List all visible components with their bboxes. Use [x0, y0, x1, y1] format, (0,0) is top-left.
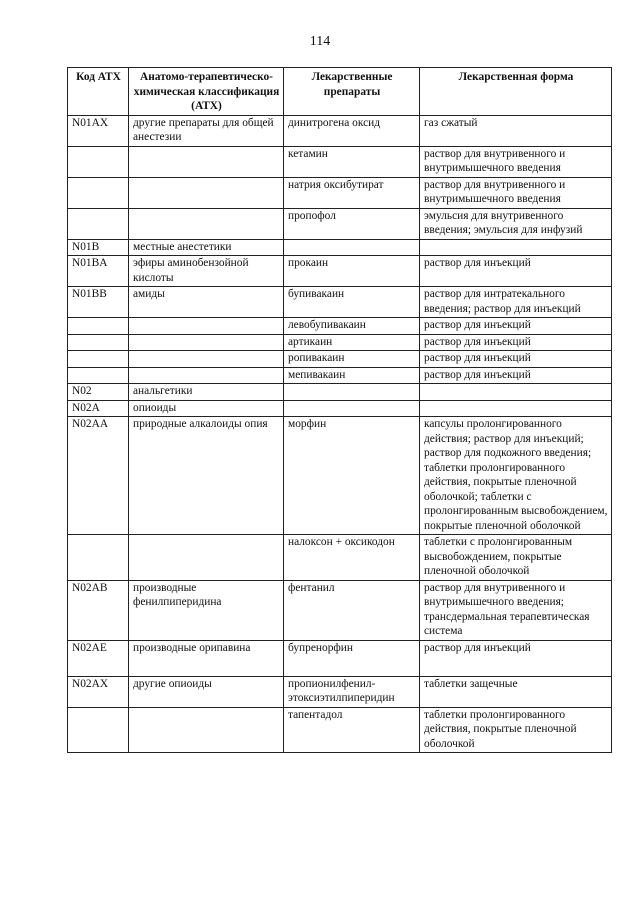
drug-name: ропивакаин	[284, 351, 420, 368]
drug-name: пропофол	[284, 208, 420, 239]
dosage-form: эмульсия для внутривенного введения; эмульсия для инфузий	[420, 208, 612, 239]
atx-group	[129, 177, 284, 208]
atx-code	[68, 707, 129, 753]
drug-name	[284, 384, 420, 401]
table-row	[68, 417, 612, 535]
dosage-form: раствор для внутривенного и внутримышечного введения	[420, 146, 612, 177]
atx-group: другие опиоиды	[129, 676, 284, 707]
atx-group	[129, 334, 284, 351]
atx-code	[68, 177, 129, 208]
atx-code: N01B	[68, 239, 129, 256]
atx-group: производные орипавина	[129, 640, 284, 676]
header-drug: Лекарственные препараты	[284, 68, 420, 116]
drug-name: бупивакаин	[284, 287, 420, 318]
dosage-form: раствор для интратекального введения; раствор для инъекций	[420, 287, 612, 318]
dosage-form: раствор для инъекций	[420, 256, 612, 287]
drug-name: кетамин	[284, 146, 420, 177]
header-group: Анатомо-терапевтическо-химическая классификация (АТХ)	[129, 68, 284, 116]
drug-name: прокаин	[284, 256, 420, 287]
drug-name	[284, 400, 420, 417]
atx-group	[129, 208, 284, 239]
drug-name: левобупивакаин	[284, 318, 420, 335]
atx-group: анальгетики	[129, 384, 284, 401]
table-row	[68, 208, 612, 239]
table-header-row	[68, 68, 612, 116]
table-row	[68, 676, 612, 707]
table-row	[68, 707, 612, 753]
dosage-form: таблетки с пролонгированным высвобождением, покрытые пленочной оболочкой	[420, 535, 612, 581]
table-row	[68, 400, 612, 417]
dosage-form: раствор для инъекций	[420, 640, 612, 676]
dosage-form: раствор для внутривенного и внутримышечного введения	[420, 177, 612, 208]
atx-code: N01BB	[68, 287, 129, 318]
table-row	[68, 580, 612, 640]
atx-group	[129, 707, 284, 753]
drug-name: натрия оксибутират	[284, 177, 420, 208]
table-row	[68, 318, 612, 335]
drug-name	[284, 239, 420, 256]
atx-code: N02AB	[68, 580, 129, 640]
dosage-form: раствор для инъекций	[420, 334, 612, 351]
page-number: 114	[309, 34, 331, 49]
atx-code	[68, 334, 129, 351]
atx-group: производные фенилпиперидина	[129, 580, 284, 640]
atx-code: N02AX	[68, 676, 129, 707]
drug-name: фентанил	[284, 580, 420, 640]
drug-name: налоксон + оксикодон	[284, 535, 420, 581]
atx-code	[68, 208, 129, 239]
drug-name: пропионилфенил-этоксиэтилпиперидин	[284, 676, 420, 707]
header-code: Код АТХ	[68, 68, 129, 116]
atx-group: природные алкалоиды опия	[129, 417, 284, 535]
table-row	[68, 334, 612, 351]
atx-group: опиоиды	[129, 400, 284, 417]
atx-code: N01AX	[68, 115, 129, 146]
table-row	[68, 384, 612, 401]
dosage-form: таблетки пролонгированного действия, покрытые пленочной оболочкой	[420, 707, 612, 753]
drug-name: бупренорфин	[284, 640, 420, 676]
dosage-form: раствор для инъекций	[420, 367, 612, 384]
drug-name: морфин	[284, 417, 420, 535]
dosage-form	[420, 400, 612, 417]
drug-name: артикаин	[284, 334, 420, 351]
atx-code	[68, 146, 129, 177]
atx-code	[68, 367, 129, 384]
drug-name: мепивакаин	[284, 367, 420, 384]
atx-group	[129, 535, 284, 581]
table-row	[68, 239, 612, 256]
dosage-form: газ сжатый	[420, 115, 612, 146]
table-row	[68, 535, 612, 581]
atx-code	[68, 351, 129, 368]
atx-group	[129, 351, 284, 368]
atx-code: N01BA	[68, 256, 129, 287]
dosage-form: раствор для инъекций	[420, 318, 612, 335]
dosage-form: раствор для внутривенного и внутримышечного введения; трансдермальная терапевтическая система	[420, 580, 612, 640]
table-row	[68, 256, 612, 287]
atx-code: N02AA	[68, 417, 129, 535]
drug-name: динитрогена оксид	[284, 115, 420, 146]
atx-group: местные анестетики	[129, 239, 284, 256]
table-row	[68, 351, 612, 368]
table-row	[68, 115, 612, 146]
table-row	[68, 367, 612, 384]
atx-group: другие препараты для общей анестезии	[129, 115, 284, 146]
header-form: Лекарственная форма	[420, 68, 612, 116]
dosage-form: раствор для инъекций	[420, 351, 612, 368]
atx-code: N02A	[68, 400, 129, 417]
dosage-form: таблетки защечные	[420, 676, 612, 707]
atx-code	[68, 535, 129, 581]
dosage-form: капсулы пролонгированного действия; раствор для инъекций; раствор для подкожного введения; таблетки пролонгированного действия, покрытые пленочной оболочкой; таблетки с пролонгированным высвобождением, покрытые пленочной оболочкой	[420, 417, 612, 535]
table-row	[68, 640, 612, 676]
table-row	[68, 146, 612, 177]
atx-table	[67, 67, 612, 753]
table-row	[68, 287, 612, 318]
atx-group: эфиры аминобензойной кислоты	[129, 256, 284, 287]
table-row	[68, 177, 612, 208]
atx-code: N02AE	[68, 640, 129, 676]
atx-group	[129, 318, 284, 335]
atx-group	[129, 146, 284, 177]
atx-code	[68, 318, 129, 335]
drug-name: тапентадол	[284, 707, 420, 753]
dosage-form	[420, 239, 612, 256]
atx-group: амиды	[129, 287, 284, 318]
dosage-form	[420, 384, 612, 401]
atx-group	[129, 367, 284, 384]
atx-code: N02	[68, 384, 129, 401]
